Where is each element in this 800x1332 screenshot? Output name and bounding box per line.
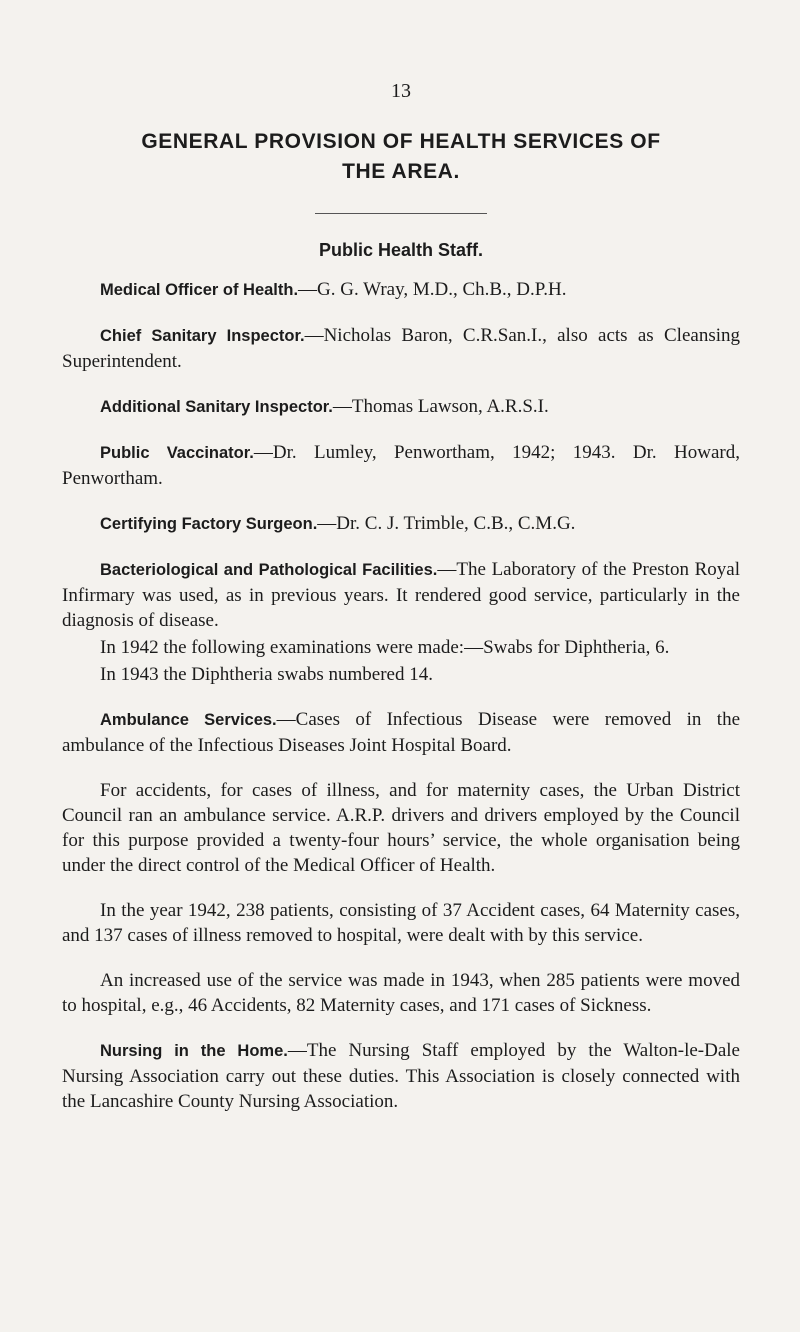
page-title [62, 127, 740, 187]
nursing-in-home-paragraph [62, 1038, 740, 1114]
paragraph-text: In 1943 the Diphtheria swabs numbered 14. [100, 664, 433, 685]
examinations-1942-paragraph [62, 635, 740, 660]
paragraph-text: —The Nursing Staff employed by the Walton-le-Dale Nursing Association carry out these duties. This Association is closely connected with the Lancashire County Nursing Association. [62, 1040, 740, 1112]
paragraph-text: For accidents, for cases of illness, and for maternity cases, the Urban District Council ran an ambulance service. A.R.P. drivers and drivers employed by the Council for this purpose provided a twenty-four hours’ service, the whole organisation being under the direct control of the Medical Officer of Health. [62, 780, 740, 876]
paragraph-lead: Bacteriological and Pathological Facilities. [100, 561, 438, 579]
additional-sanitary-inspector-paragraph [62, 394, 740, 420]
paragraph-text: —Nicholas Baron, C.R.San.I., also acts as Cleansing Superintendent. [62, 325, 740, 372]
ambulance-service-council-paragraph [62, 778, 740, 878]
paragraph-lead: Certifying Factory Surgeon. [100, 515, 318, 533]
medical-officer-paragraph [62, 277, 740, 303]
paragraph-lead: Medical Officer of Health. [100, 281, 299, 299]
examinations-1943-paragraph [62, 662, 740, 687]
paragraph-text: An increased use of the service was made in 1943, when 285 patients were moved to hospital, e.g., 46 Accidents, 82 Maternity cases, and 171 cases of Sickness. [62, 970, 740, 1016]
title-divider [315, 213, 487, 214]
patients-1943-paragraph [62, 968, 740, 1018]
paragraph-text: In 1942 the following examinations were made:—Swabs for Diphtheria, 6. [100, 637, 670, 658]
paragraph-lead: Chief Sanitary Inspector. [100, 327, 305, 345]
factory-surgeon-paragraph [62, 511, 740, 537]
paragraph-text: —G. G. Wray, M.D., Ch.B., D.P.H. [298, 279, 567, 300]
paragraph-lead: Public Vaccinator. [100, 444, 254, 462]
patients-1942-paragraph [62, 898, 740, 948]
section-heading: Public Health Staff. [318, 240, 484, 260]
ambulance-services-paragraph [62, 707, 740, 758]
page-number: 13 [391, 80, 411, 102]
public-vaccinator-paragraph [62, 440, 740, 491]
paragraph-text: —Cases of Infectious Disease were removed in the ambulance of the Infectious Diseases Joint Hospital Board. [62, 709, 741, 756]
page-title-line-1: GENERAL PROVISION OF HEALTH SERVICES OF [141, 130, 661, 153]
paragraph-text: —The Laboratory of the Preston Royal Infirmary was used, as in previous years. It rendered good service, particularly in the diagnosis of disease. [62, 559, 740, 631]
paragraph-text: In the year 1942, 238 patients, consisting of 37 Accident cases, 64 Maternity cases, and 137 cases of illness removed to hospital, were dealt with by this service. [62, 900, 740, 946]
page-title-line-2: THE AREA. [342, 160, 460, 183]
paragraph-lead: Additional Sanitary Inspector. [100, 398, 333, 416]
laboratory-facilities-paragraph [62, 557, 740, 633]
paragraph-lead: Ambulance Services. [100, 711, 277, 729]
paragraph-text: —Dr. Lumley, Penwortham, 1942; 1943. Dr. Howard, Penwortham. [62, 442, 740, 489]
chief-sanitary-inspector-paragraph [62, 323, 740, 374]
paragraph-lead: Nursing in the Home. [100, 1042, 288, 1060]
paragraph-text: —Thomas Lawson, A.R.S.I. [332, 396, 549, 417]
paragraph-text: —Dr. C. J. Trimble, C.B., C.M.G. [317, 513, 576, 534]
